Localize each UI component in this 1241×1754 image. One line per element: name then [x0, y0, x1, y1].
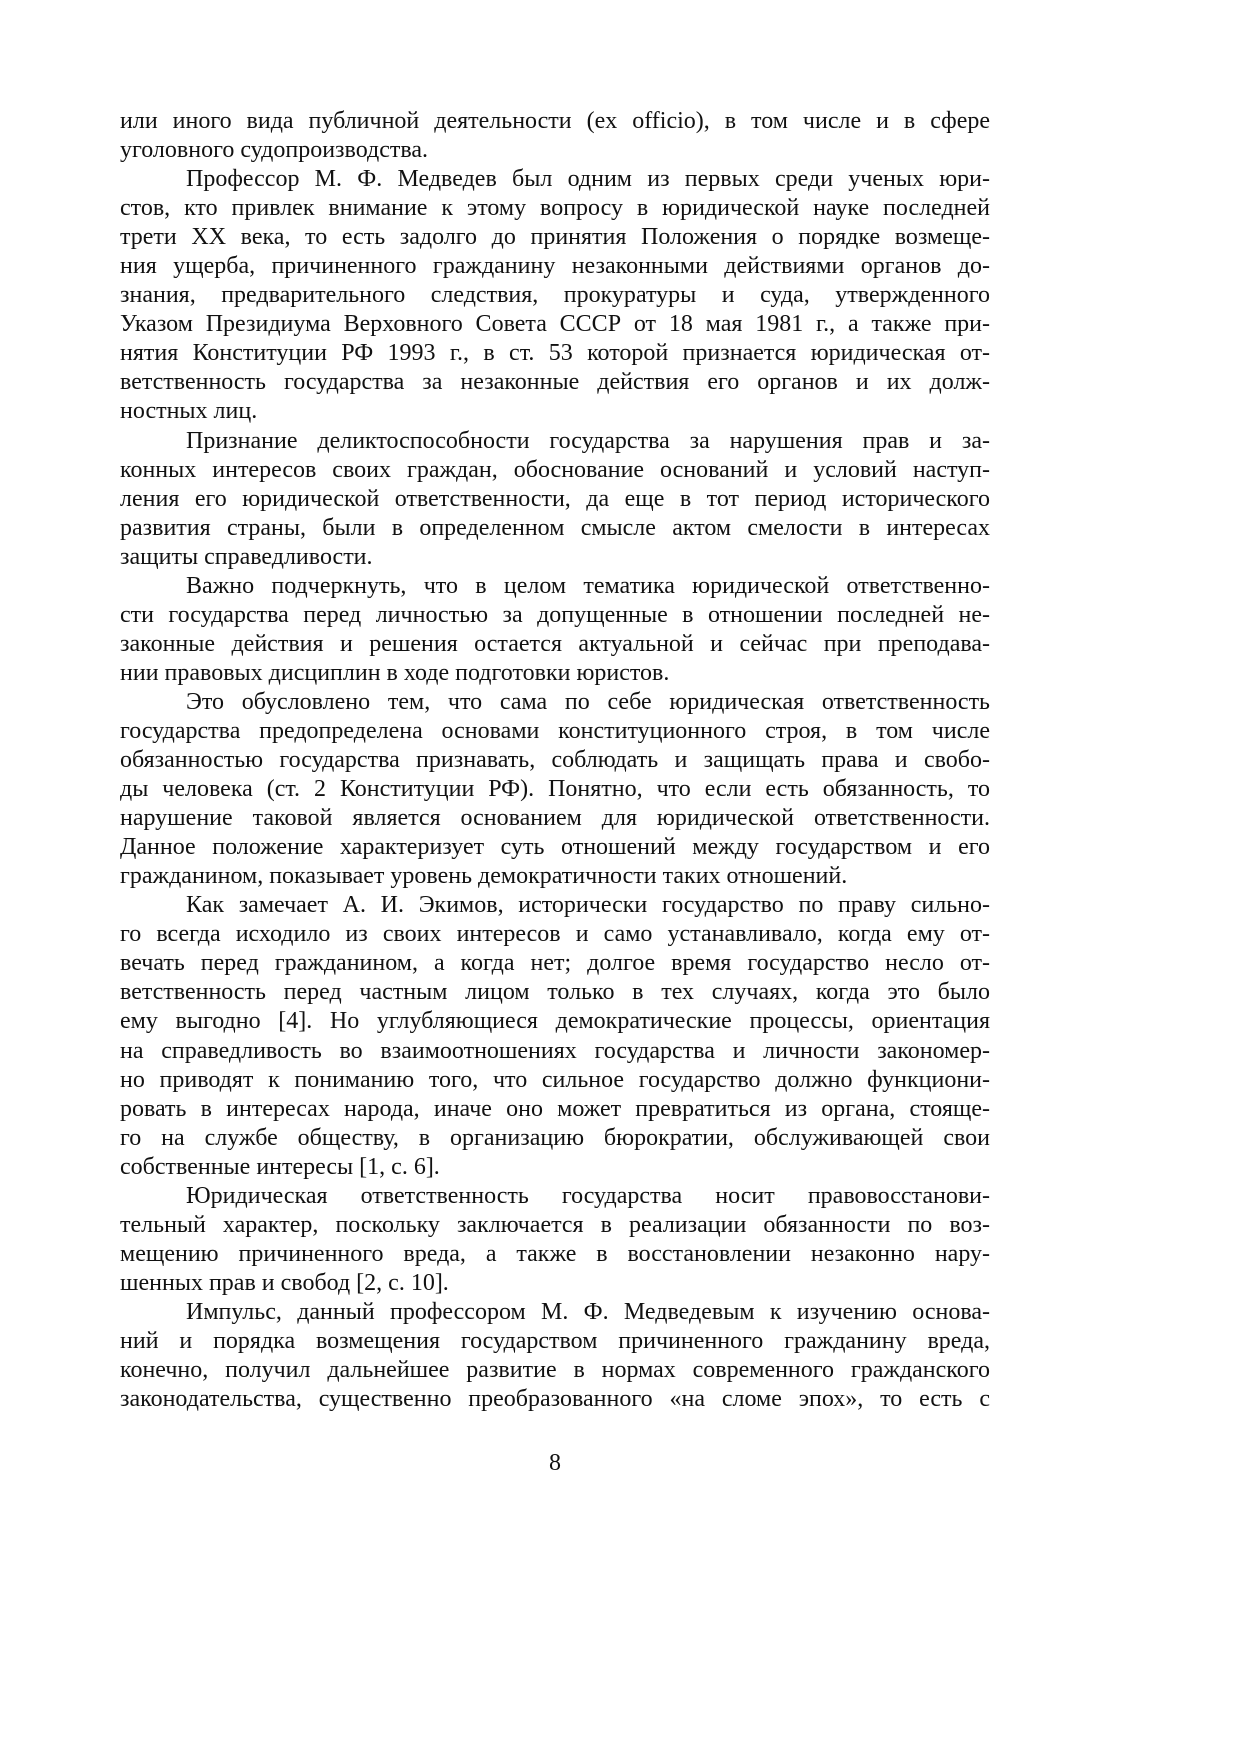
text-line: Важно подчеркнуть, что в целом тематика юридической ответственно- [186, 572, 990, 599]
text-line: Профессор М. Ф. Медведев был одним из первых среди ученых юри- [186, 166, 990, 193]
text-line: вечать перед гражданином, а когда нет; долгое время государство несло от- [120, 950, 990, 977]
paragraph [120, 107, 990, 165]
text-line: собственные интересы [1, с. 6]. [120, 1153, 440, 1180]
text-line: нии правовых дисциплин в ходе подготовки юристов. [120, 659, 670, 686]
text-line: ему выгодно [4]. Но углубляющиеся демократические процессы, ориентация [120, 1008, 990, 1035]
text-line: Импульс, данный профессором М. Ф. Медведевым к изучению основа- [186, 1298, 990, 1325]
text-line: сти государства перед личностью за допущенные в отношении последней не- [120, 601, 990, 628]
text-line: Признание деликтоспособности государства за нарушения прав и за- [186, 427, 990, 454]
text-line: защиты справедливости. [120, 543, 373, 570]
text-line: ветственность перед частным лицом только в тех случаях, когда это было [120, 979, 990, 1006]
text-line: нятия Конституции РФ 1993 г., в ст. 53 которой признается юридическая от- [120, 340, 990, 367]
text-line: ровать в интересах народа, иначе оно может превратиться из органа, стояще- [120, 1095, 990, 1122]
text-line: нарушение таковой является основанием для юридической ответственности. [120, 805, 990, 832]
text-line: трети XX века, то есть задолго до принятия Положения о порядке возмеще- [120, 224, 990, 251]
text-line: ветственность государства за незаконные действия его органов и их долж- [120, 369, 990, 396]
text-line: развития страны, были в определенном смысле актом смелости в интересах [120, 514, 990, 541]
text-line: или иного вида публичной деятельности (ex officio), в том числе и в сфере [120, 108, 990, 134]
text-line: но приводят к пониманию того, что сильное государство должно функциони- [120, 1066, 990, 1093]
text-line: мещению причиненного вреда, а также в восстановлении незаконно нару- [120, 1240, 990, 1267]
page-body [120, 107, 990, 1414]
paragraph [120, 572, 990, 688]
text-line: Как замечает А. И. Экимов, исторически государство по праву сильно- [186, 892, 990, 919]
page-number: 8 [549, 1450, 561, 1476]
text-line: обязанностью государства признавать, соблюдать и защищать права и свобо- [120, 747, 990, 774]
text-line: Данное положение характеризует суть отношений между государством и его [120, 834, 990, 861]
text-line: тельный характер, поскольку заключается в реализации обязанности по воз- [120, 1211, 990, 1238]
paragraph [120, 1182, 990, 1298]
text-line: Это обусловлено тем, что сама по себе юридическая ответственность [186, 688, 990, 715]
text-line: ления его юридической ответственности, да еще в тот период исторического [120, 485, 990, 512]
text-line: государства предопределена основами конституционного строя, в том числе [120, 717, 990, 744]
paragraph [120, 165, 990, 426]
text-line: гражданином, показывает уровень демократичности таких отношений. [120, 863, 848, 890]
text-line: законодательства, существенно преобразованного «на сломе эпох», то есть с [120, 1386, 990, 1413]
text-line: на справедливость во взаимоотношениях государства и личности закономер- [120, 1037, 990, 1064]
text-line: конечно, получил дальнейшее развитие в нормах современного гражданского [120, 1357, 990, 1384]
text-line: Юридическая ответственность государства носит правовосстанови- [186, 1182, 990, 1209]
text-line: го всегда исходило из своих интересов и само устанавливало, когда ему от- [120, 921, 990, 948]
text-line: шенных прав и свобод [2, с. 10]. [120, 1269, 449, 1296]
paragraph [120, 1298, 990, 1414]
text-line: го на службе обществу, в организацию бюрократии, обслуживающей свои [120, 1124, 990, 1151]
text-line: конных интересов своих граждан, обоснование оснований и условий наступ- [120, 456, 990, 483]
text-line: ний и порядка возмещения государством причиненного гражданину вреда, [120, 1327, 990, 1354]
text-line: ды человека (ст. 2 Конституции РФ). Понятно, что если есть обязанность, то [120, 776, 990, 803]
text-line: законные действия и решения остается актуальной и сейчас при преподава- [120, 630, 990, 657]
text-line: ностных лиц. [120, 398, 258, 425]
text-line: стов, кто привлек внимание к этому вопросу в юридической науке последней [120, 195, 990, 222]
paragraph [120, 427, 990, 572]
text-line: Указом Президиума Верховного Совета СССР от 18 мая 1981 г., а также при- [120, 311, 990, 338]
paragraph [120, 891, 990, 1181]
text-line: уголовного судопроизводства. [120, 137, 429, 164]
text-line: ния ущерба, причиненного гражданину незаконными действиями органов до- [120, 253, 990, 280]
text-line: знания, предварительного следствия, прокуратуры и суда, утвержденного [120, 282, 990, 309]
paragraph [120, 688, 990, 891]
